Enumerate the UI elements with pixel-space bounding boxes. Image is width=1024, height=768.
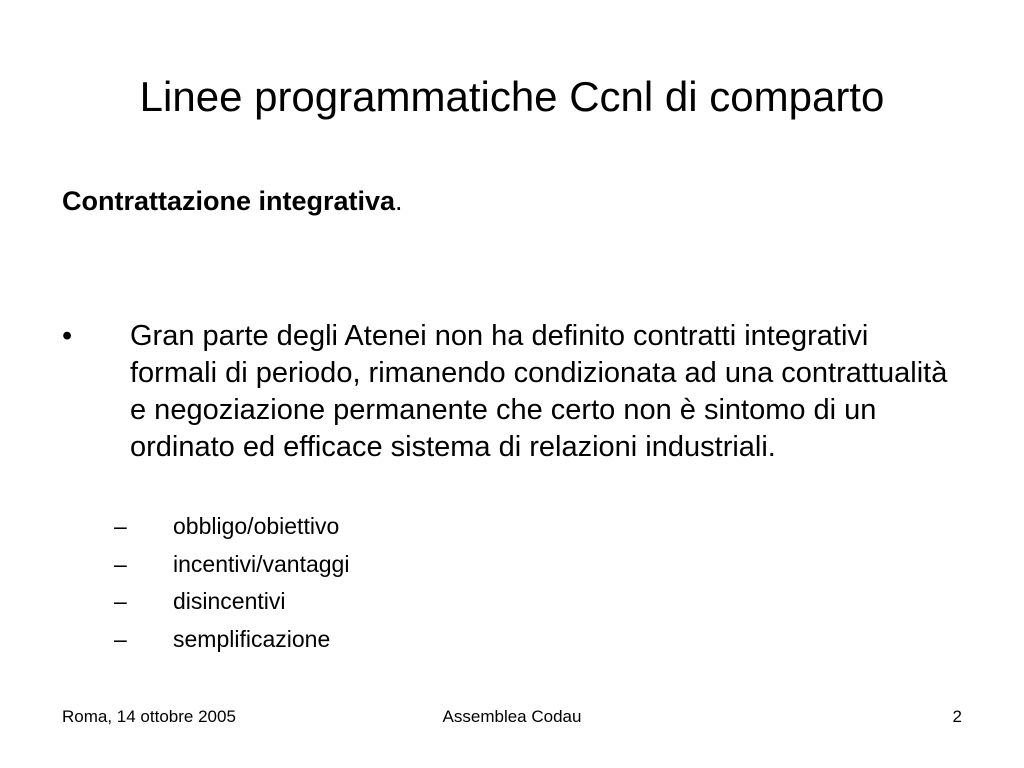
- sub-bullet-marker: –: [114, 513, 127, 539]
- sub-bullet-list: [114, 508, 349, 658]
- sub-bullet-text: disincentivi: [173, 588, 286, 614]
- sub-bullet-marker: –: [114, 550, 127, 577]
- sub-bullet-item: [114, 546, 349, 584]
- sub-bullet-marker: –: [114, 625, 127, 652]
- sub-bullet-item: [114, 583, 349, 621]
- footer-date: Roma, 14 ottobre 2005: [62, 707, 236, 726]
- footer-event: Assemblea Codau: [442, 707, 582, 726]
- sub-bullet-text: semplificazione: [173, 625, 331, 652]
- bullet-marker: •: [62, 320, 73, 352]
- slide-number: 2: [952, 707, 962, 726]
- subtitle-bold-text: Contrattazione integrativa: [62, 186, 396, 216]
- bullet-text: Gran parte degli Atenei non ha definito contratti integrativi formali di periodo, rimanendo condizionata ad una contrattualità e negoziazione permanente che certo non è sintomo di un ordinato ed efficace sistema di relazioni industriali.: [130, 320, 948, 463]
- section-subtitle: [62, 183, 403, 219]
- sub-bullet-marker: –: [114, 588, 127, 614]
- subtitle-suffix: .: [395, 186, 403, 216]
- sub-bullet-text: obbligo/obiettivo: [173, 513, 340, 539]
- bullet-item: [62, 318, 962, 466]
- sub-bullet-item: [114, 508, 349, 546]
- sub-bullet-text: incentivi/vantaggi: [173, 550, 350, 577]
- sub-bullet-item: [114, 621, 349, 659]
- slide-title: Linee programmatiche Ccnl di comparto: [139, 73, 885, 120]
